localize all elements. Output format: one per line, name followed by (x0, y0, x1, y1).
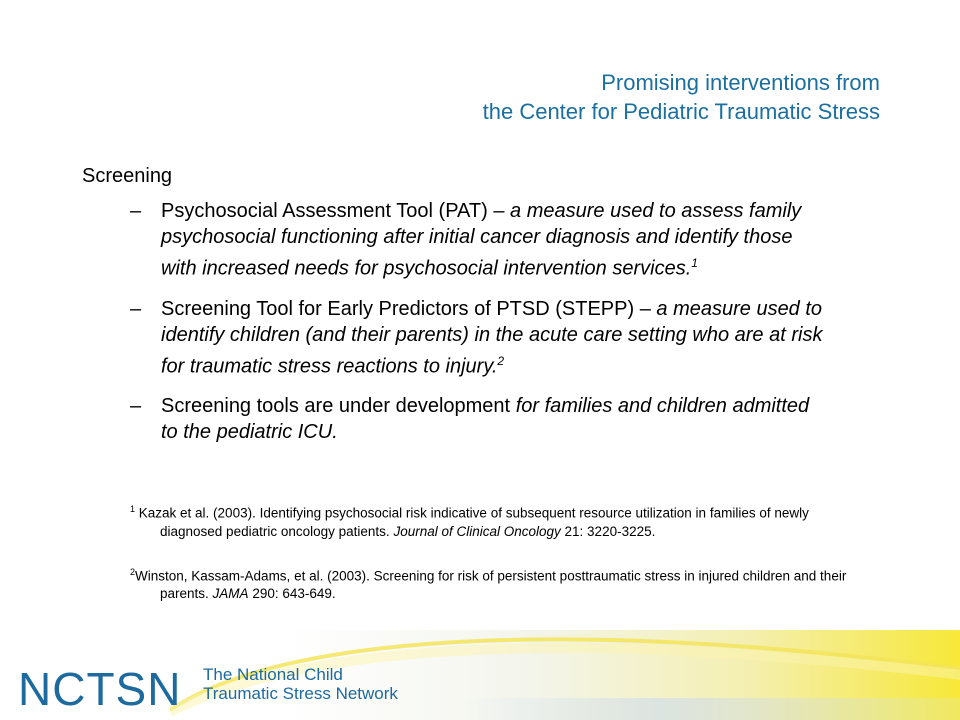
reference-citation: 21: 3220-3225. (560, 523, 656, 539)
org-name-line-1: The National Child (203, 665, 343, 684)
bullet-list (130, 198, 830, 459)
bullet-italic: for families and children admitted to the pediatric ICU. (161, 395, 810, 444)
bullet-italic: a measure used to identify children (and their parents) in the acute care setting who are at risk for traumatic stress reactions to injury. (161, 297, 823, 378)
nctsn-logo: NCTSN (18, 663, 182, 715)
reference-number: 1 (130, 504, 136, 514)
bullet-lead: Psychosocial Assessment Tool (PAT) – (161, 200, 505, 222)
org-name-line-2: Traumatic Stress Network (203, 684, 398, 703)
title-line-2: the Center for Pediatric Traumatic Stress (482, 99, 880, 124)
bullet-dash: – (130, 200, 142, 222)
bullet-lead: Screening tools are under development (161, 395, 511, 418)
reference-journal: Journal of Clinical Oncology (393, 523, 561, 539)
bullet-dash: – (130, 395, 142, 418)
bullet-lead: Screening Tool for Early Predictors of PTSD (STEPP) – (161, 297, 651, 320)
slide-title (483, 68, 880, 126)
reference-number: 2 (130, 566, 136, 577)
org-name (203, 665, 398, 703)
bullet-dash: – (130, 297, 142, 320)
bullet-item (130, 296, 830, 380)
references (130, 500, 870, 625)
title-line-1: Promising interventions from (601, 70, 880, 95)
section-heading: Screening (82, 165, 173, 187)
bullet-item (130, 198, 830, 282)
bullet-italic: a measure used to assess family psychosocial functioning after initial cancer diagnosis and identify those with increased needs for psychosocial intervention services. (161, 200, 802, 280)
bullet-footnote-ref: 1 (691, 256, 698, 270)
reference-item (130, 500, 870, 541)
reference-journal: JAMA (212, 586, 249, 601)
bullet-footnote-ref: 2 (497, 353, 505, 368)
reference-text: Kazak et al. (2003). Identifying psychosocial risk indicative of subsequent resource utilization in families of newly diagnosed pediatric oncology patients. (135, 505, 809, 539)
reference-item (130, 563, 870, 604)
reference-text: Winston, Kassam-Adams, et al. (2003). Screening for risk of persistent posttraumatic stress in injured children and their parents. (135, 568, 847, 601)
bullet-item (130, 393, 830, 445)
reference-citation: 290: 643-649. (248, 586, 336, 601)
footer-strip (460, 698, 960, 720)
